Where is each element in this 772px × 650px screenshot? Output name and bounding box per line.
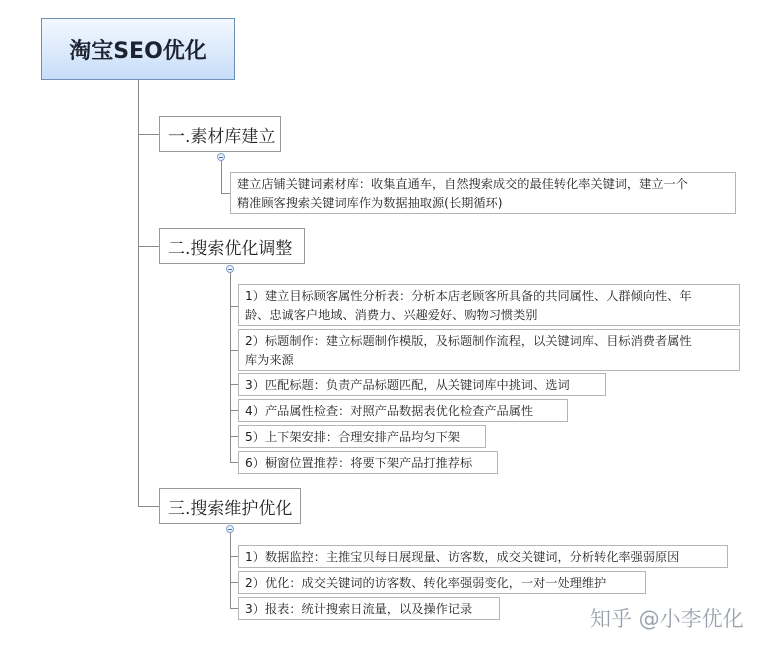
leaf-3-2-connector: [230, 582, 238, 583]
branch-3-stem: [230, 532, 231, 609]
leaf-2-1-connector: [230, 306, 238, 307]
branch-search-optimization[interactable]: [159, 228, 305, 264]
branch-label: 一.素材库建立: [168, 126, 276, 147]
leaf-node[interactable]: [238, 545, 728, 568]
leaf-node[interactable]: [238, 373, 606, 396]
leaf-text-line: 1）建立目标顾客属性分析表：分析本店老顾客所具备的共同属性、人群倾向性、年: [245, 289, 692, 303]
root-title: 淘宝SEO优化: [69, 38, 207, 64]
leaf-node[interactable]: [238, 329, 740, 371]
leaf-text-line: 2）优化：成交关键词的访客数、转化率强弱变化，一对一处理维护: [245, 576, 607, 590]
leaf-2-2-connector: [230, 350, 238, 351]
leaf-text-line: 龄、忠诚客户地域、消费力、兴趣爱好、购物习惯类别: [245, 308, 538, 322]
leaf-node[interactable]: [238, 571, 646, 594]
leaf-1-1-connector: [221, 193, 230, 194]
leaf-text-line: 精准顾客搜索关键词库作为数据抽取源(长期循环): [237, 196, 503, 210]
collapse-toggle-icon[interactable]: [226, 525, 234, 533]
leaf-text-line: 6）橱窗位置推荐：将要下架产品打推荐标: [245, 456, 473, 470]
leaf-2-5-connector: [230, 436, 238, 437]
leaf-3-1-connector: [230, 556, 238, 557]
branch-1-stem: [221, 160, 222, 194]
leaf-text-line: 1）数据监控：主推宝贝每日展现量、访客数，成交关键词，分析转化率强弱原因: [245, 550, 680, 564]
branch-search-maintenance[interactable]: [159, 488, 301, 524]
leaf-node[interactable]: [238, 451, 498, 474]
root-topic[interactable]: [41, 18, 235, 80]
branch-label: 三.搜索维护优化: [168, 498, 293, 519]
leaf-node[interactable]: [238, 284, 740, 326]
leaf-node[interactable]: [230, 172, 736, 214]
leaf-2-3-connector: [230, 384, 238, 385]
branch-3-connector: [138, 506, 159, 507]
leaf-text-line: 3）匹配标题：负责产品标题匹配，从关键词库中挑词、选词: [245, 378, 570, 392]
leaf-3-3-connector: [230, 608, 238, 609]
branch-2-connector: [138, 246, 159, 247]
leaf-text-line: 5）上下架安排：合理安排产品均匀下架: [245, 430, 460, 444]
root-trunk-line: [138, 80, 139, 507]
leaf-node[interactable]: [238, 597, 500, 620]
branch-material-library[interactable]: [159, 116, 281, 152]
leaf-node[interactable]: [238, 425, 486, 448]
watermark-text: 知乎 @小李优化: [590, 607, 744, 631]
collapse-toggle-icon[interactable]: [226, 265, 234, 273]
leaf-text-line: 2）标题制作：建立标题制作模版，及标题制作流程，以关键词库、目标消费者属性: [245, 334, 692, 348]
leaf-node[interactable]: [238, 399, 568, 422]
branch-label: 二.搜索优化调整: [168, 238, 293, 259]
leaf-text-line: 建立店铺关键词素材库：收集直通车，自然搜索成交的最佳转化率关键词，建立一个: [237, 177, 688, 191]
branch-2-stem: [230, 272, 231, 463]
leaf-text-line: 4）产品属性检查：对照产品数据表优化检查产品属性: [245, 404, 534, 418]
leaf-text-line: 3）报表：统计搜索日流量，以及操作记录: [245, 602, 473, 616]
branch-1-connector: [138, 134, 159, 135]
leaf-2-6-connector: [230, 462, 238, 463]
collapse-toggle-icon[interactable]: [217, 153, 225, 161]
leaf-text-line: 库为来源: [245, 353, 294, 367]
leaf-2-4-connector: [230, 410, 238, 411]
